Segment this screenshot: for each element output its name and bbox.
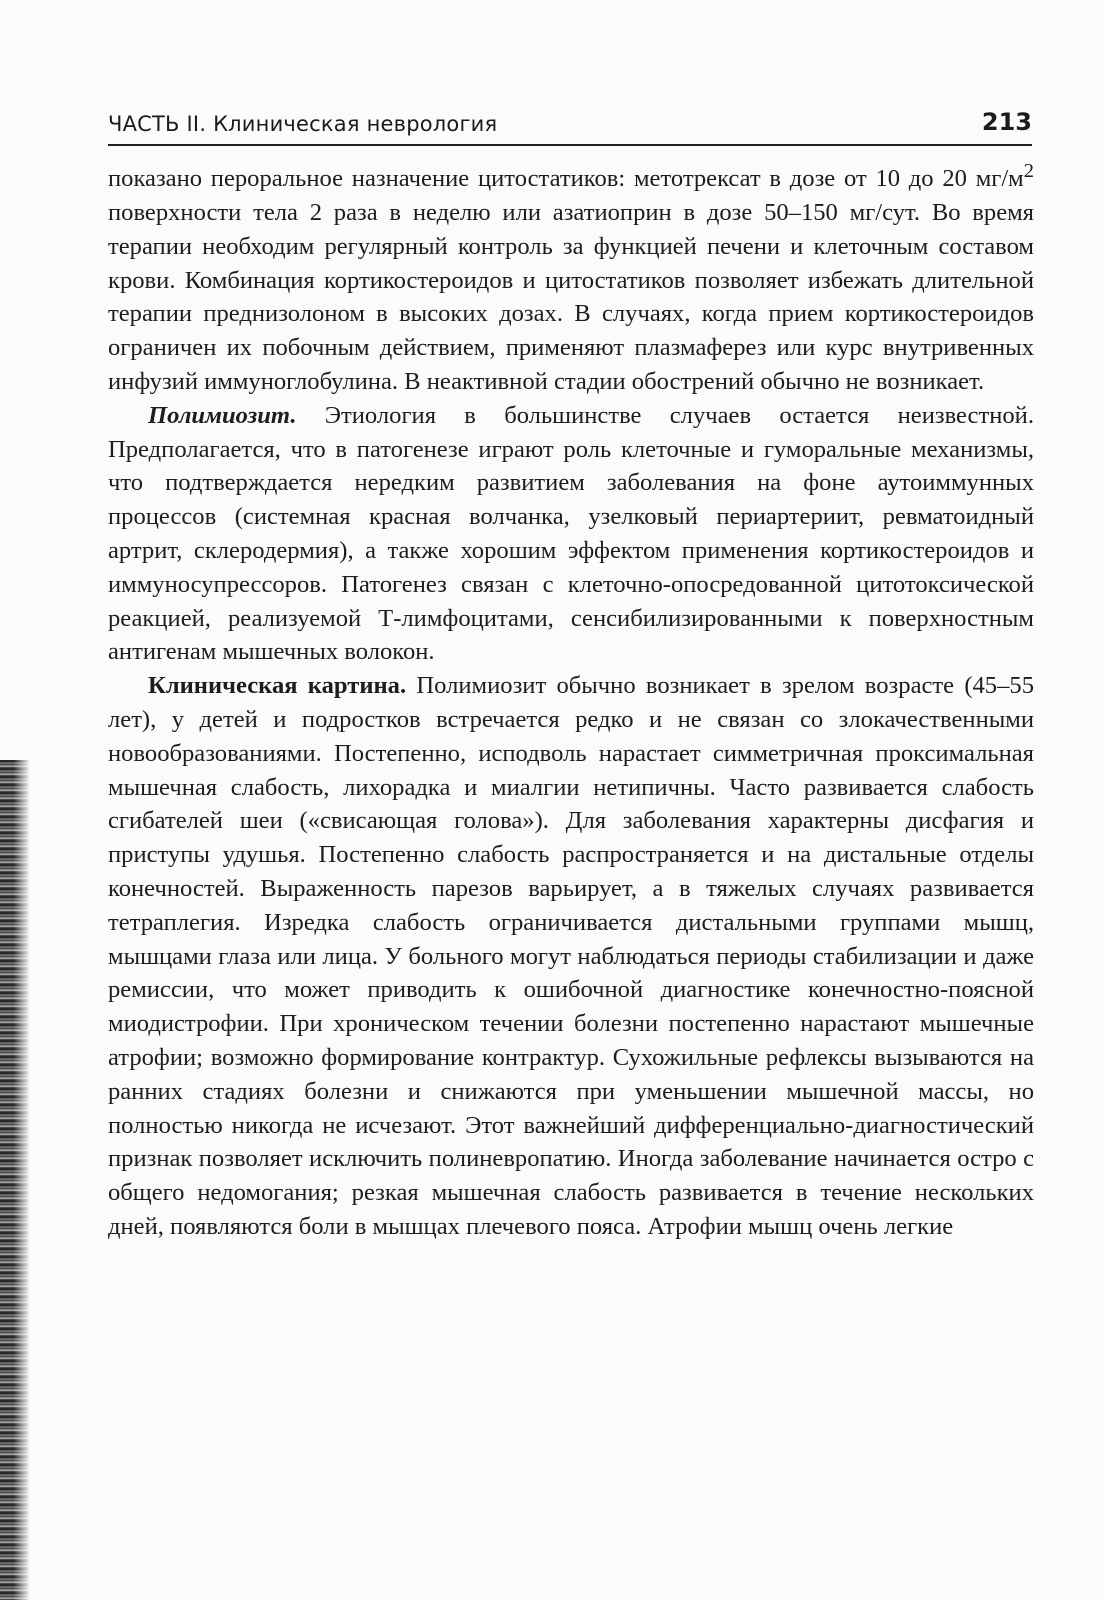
page-header: [108, 104, 1032, 146]
paragraph-text: поверхности тела 2 раза в неделю или азатиоприн в дозе 50–150 мг/сут. Во время терапии необходим регулярный контроль за функцией печени и клеточным составом крови. Комбинация кортикостероидов и цитостатиков позволяет избежать длительной терапии преднизолоном в высоких дозах. В случаях, когда прием кортикостероидов ограничен их побочным действием, применяют плазмаферез или курс внутривенных инфузий иммуноглобулина. В неактивной стадии обострений обычно не возникает.: [108, 198, 1034, 395]
paragraph-polymyositis: [108, 399, 1034, 669]
paragraph-clinical-picture: [108, 669, 1034, 1244]
page-number: 213: [981, 108, 1032, 136]
paragraph-text: Этиология в большинстве случаев остается неизвестной. Предполагается, что в патогенезе играют роль клеточные и гуморальные механизмы, что подтверждается нередким развитием заболевания на фоне аутоиммунных процессов (системная красная волчанка, узелковый периартериит, ревматоидный артрит, склеродермия), а также хорошим эффектом применения кортикостероидов и иммуносупрессоров. Патогенез связан с клеточно-опосредованной цитотоксической реакцией, реализуемой Т-лимфоцитами, сенсибилизированными к поверхностным антигенам мышечных волокон.: [108, 401, 1034, 666]
paragraph-text: Полимиозит обычно возникает в зрелом возрасте (45–55 лет), у детей и подростков встречается редко и не связан со злокачественными новообразованиями. Постепенно, исподволь нарастает симметричная проксимальная мышечная слабость, лихорадка и миалгии нетипичны. Часто развивается слабость сгибателей шеи («свисающая голова»). Для заболевания характерны дисфагия и приступы удушья. Постепенно слабость распространяется и на дистальные отделы конечностей. Выраженность парезов варьирует, а в тяжелых случаях развивается тетраплегия. Изредка слабость ограничивается дистальными группами мышц, мышцами глаза или лица. У больного могут наблюдаться периоды стабилизации и даже ремиссии, что может приводить к ошибочной диагностике конечностно-поясной миодистрофии. При хроническом течении болезни постепенно нарастают мышечные атрофии; возможно формирование контрактур. Сухожильные рефлексы вызываются на ранних стадиях болезни и снижаются при уменьшении мышечной массы, но полностью никогда не исчезают. Этот важнейший дифференциально-диагностический признак позволяет исключить полиневропатию. Иногда заболевание начинается остро с общего недомогания; резкая мышечная слабость развивается в течение нескольких дней, появляются боли в мышцах плечевого пояса. Атрофии мышц очень легкие: [108, 672, 1034, 1240]
superscript: 2: [1023, 160, 1034, 182]
scan-edge-shadow: [0, 760, 30, 1600]
run-in-heading: Клиническая картина.: [148, 672, 407, 700]
paragraph-continuation: [108, 155, 1034, 399]
running-title: ЧАСТЬ II. Клиническая неврология: [108, 112, 498, 136]
run-in-heading: Полимиозит.: [148, 401, 297, 429]
paragraph-text: показано пероральное назначение цитостатиков: метотрексат в дозе от 10 до 20 мг/м: [108, 165, 1024, 193]
page-body: [108, 155, 1034, 1244]
